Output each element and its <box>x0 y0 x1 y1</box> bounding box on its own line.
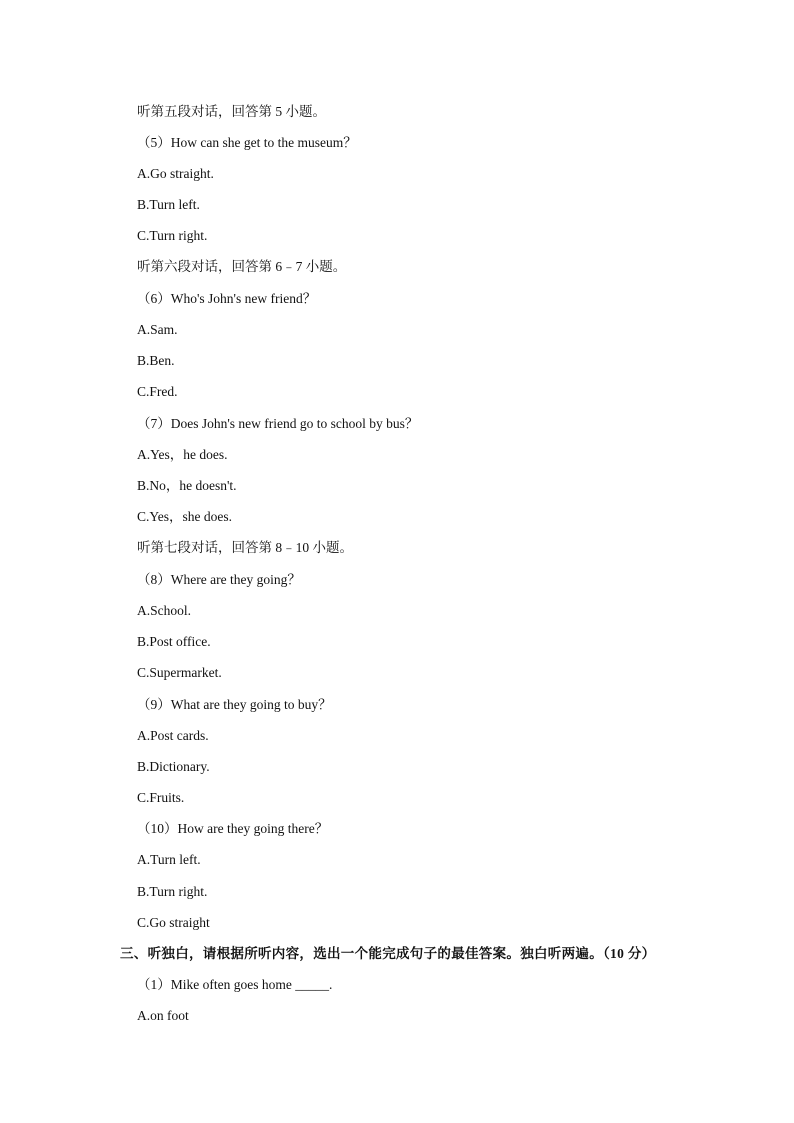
question-text: （8）Where are they going？ <box>137 572 301 587</box>
answer-option: B.Turn right. <box>137 884 208 899</box>
answer-option: A.Go straight. <box>137 166 214 181</box>
answer-option: A.on foot <box>137 1008 189 1023</box>
section-instruction: 听第六段对话，回答第 6﹣7 小题。 <box>137 259 347 274</box>
answer-option: A.Turn left. <box>137 852 201 867</box>
answer-option: C.Go straight <box>137 915 210 930</box>
answer-option: B.Post office. <box>137 634 211 649</box>
answer-option: A.School. <box>137 603 191 618</box>
answer-option: C.Fred. <box>137 384 178 399</box>
answer-option: B.Dictionary. <box>137 759 210 774</box>
question-text: （7）Does John's new friend go to school by bus？ <box>137 416 419 431</box>
answer-option: A.Sam. <box>137 322 178 337</box>
answer-option: C.Fruits. <box>137 790 185 805</box>
question-text: （6）Who's John's new friend？ <box>137 291 317 306</box>
answer-option: B.Turn left. <box>137 197 200 212</box>
question-text: （1）Mike often goes home _____. <box>137 977 333 992</box>
answer-option: C.Yes，she does. <box>137 509 233 524</box>
answer-option: C.Turn right. <box>137 228 208 243</box>
section-instruction: 听第五段对话，回答第 5 小题。 <box>137 104 326 119</box>
answer-option: C.Supermarket. <box>137 665 222 680</box>
answer-option: B.Ben. <box>137 353 175 368</box>
section-instruction: 听第七段对话，回答第 8﹣10 小题。 <box>137 540 353 555</box>
answer-option: B.No，he doesn't. <box>137 478 237 493</box>
question-text: （9）What are they going to buy？ <box>137 697 332 712</box>
question-text: （5）How can she get to the museum？ <box>137 135 357 150</box>
question-text: （10）How are they going there？ <box>137 821 329 836</box>
answer-option: A.Post cards. <box>137 728 209 743</box>
answer-option: A.Yes，he does. <box>137 447 228 462</box>
part-heading: 三、听独白，请根据所听内容，选出一个能完成句子的最佳答案。独白听两遍。（10 分） <box>120 946 656 961</box>
